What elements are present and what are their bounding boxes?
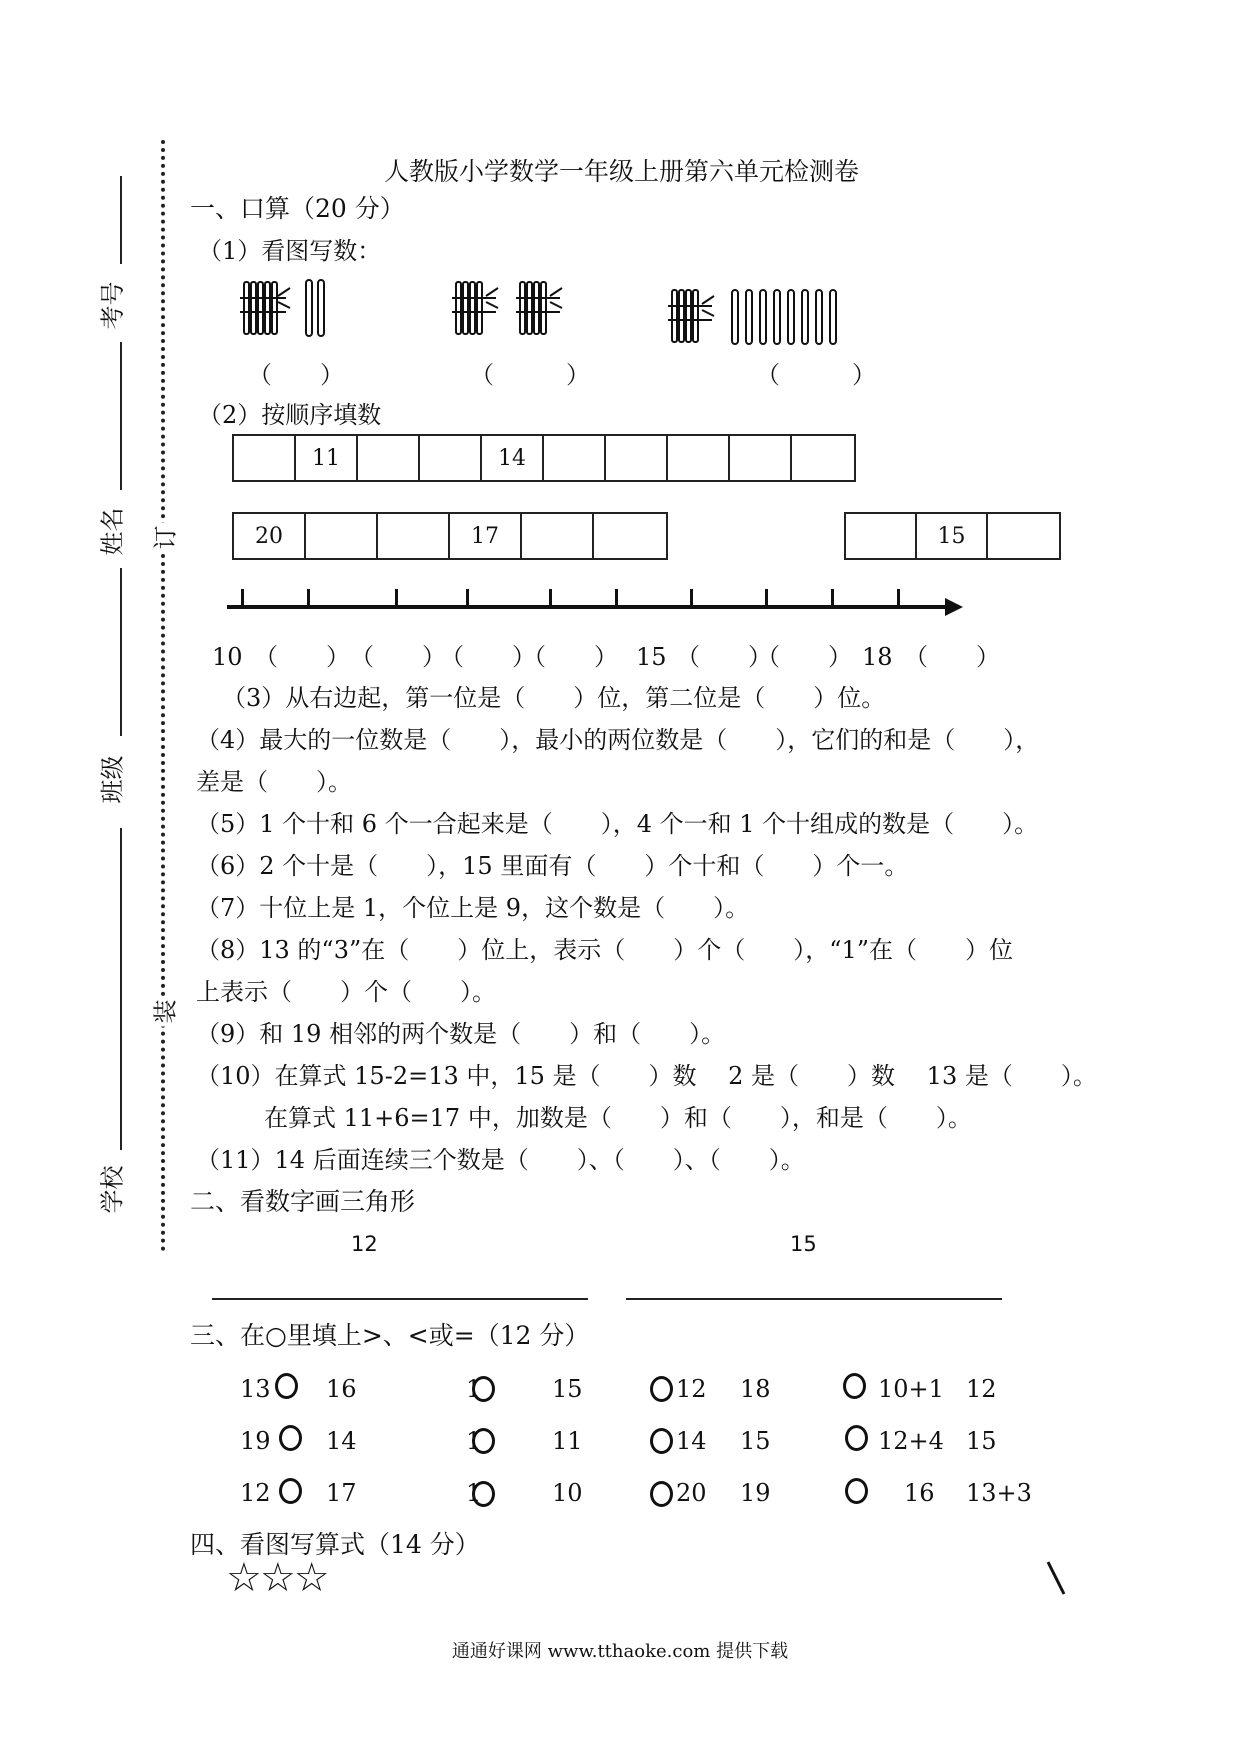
nl-label: 15 [636,643,667,671]
section-4-heading: 四、看图写算式（14 分） [190,1530,480,1559]
compare-circle[interactable] [472,1376,495,1402]
seq1-cell[interactable] [544,436,606,480]
compare-circle[interactable] [279,1478,302,1504]
seq1-cell[interactable] [668,436,730,480]
q10-text-cont: 在算式 11+6=17 中，加数是（ ）和（ ），和是（ ）。 [264,1104,972,1132]
compare-right: 15 [740,1427,771,1455]
compare-left: 16 [904,1479,935,1507]
q5-text: （5）1 个十和 6 个一合起来是（ ），4 个一和 1 个十组成的数是（ ）。 [196,810,1039,838]
seq2a-cell[interactable] [522,514,594,558]
class-label: 班级 [98,755,127,804]
q8-text: （8）13 的“3”在（ ）位上，表示（ ）个（ ），“1”在（ ）位 [196,936,1014,964]
nl-label: 18 [862,643,893,671]
q1-blank-1[interactable]: （ ） [248,361,344,389]
compare-left: 12+4 [878,1427,944,1455]
compare-circle[interactable] [472,1428,495,1454]
seq2a-cell: 20 [234,514,306,558]
section-3-heading: 三、在○里填上>、<或=（12 分） [190,1321,590,1350]
star-icons: ☆☆☆ [226,1555,328,1601]
class-line [120,568,122,736]
compare-left: 1 [466,1427,482,1455]
compare-right: 18 [740,1375,771,1403]
number-line-tick [615,589,618,607]
binding-dotted-line [161,140,165,1252]
seq2b-cell: 15 [917,514,988,558]
nl-blank[interactable]: （ ） [676,643,772,671]
stick-bundles-image [240,276,840,348]
compare-left: 13 [240,1375,271,1403]
exam-number-label: 考号 [98,281,127,330]
compare-left: 1 [466,1375,482,1403]
seq1-cell[interactable] [792,436,854,480]
bundle-group-2 [452,282,562,334]
seq2a-cell: 17 [450,514,522,558]
nl-blank[interactable]: （ ） [904,643,1000,671]
compare-left: 12 [240,1479,271,1507]
compare-circle[interactable] [279,1425,302,1451]
page-title: 人教版小学数学一年级上册第六单元检测卷 [384,157,860,186]
name-line [120,342,122,490]
name-label: 姓名 [98,507,127,556]
q11-text: （11）14 后面连续三个数是（ ）、（ ）、（ ）。 [196,1146,805,1174]
q7-text: （7）十位上是 1，个位上是 9，这个数是（ ）。 [196,894,750,922]
seq2a-cell[interactable] [378,514,450,558]
nl-blank[interactable]: （ ） [440,643,536,671]
bind-char-ding: 订 [146,523,181,553]
compare-circle[interactable] [650,1481,673,1507]
school-label: 学校 [98,1165,127,1214]
nl-label: 10 [212,643,243,671]
compare-left: 1 [466,1479,482,1507]
q3-text: （3）从右边起，第一位是（ ）位，第二位是（ ）位。 [222,684,886,712]
compare-right: 12 [966,1375,997,1403]
compare-circle[interactable] [843,1373,866,1399]
compare-right: 17 [326,1479,357,1507]
compare-right: 15 [966,1427,997,1455]
number-line-tick [241,589,244,607]
q4-text: （4）最大的一位数是（ ），最小的两位数是（ ），它们的和是（ ）， [196,726,1040,754]
number-line-tick [395,589,398,607]
seq1-cell[interactable] [234,436,296,480]
section-2-heading: 二、看数字画三角形 [190,1187,416,1216]
q6-text: （6）2 个十是（ ），15 里面有（ ）个十和（ ）个一。 [196,852,909,880]
compare-right: 16 [326,1375,357,1403]
compare-circle[interactable] [650,1428,673,1454]
compare-circle[interactable] [845,1425,868,1451]
compare-right: 10 [552,1479,583,1507]
compare-left: 20 [676,1479,707,1507]
seq1-cell: 14 [482,436,544,480]
sequence-row-2a [232,512,668,560]
footer-credit: 通通好课网 www.tthaoke.com 提供下载 [451,1641,789,1662]
seq2b-cell[interactable] [988,514,1059,558]
q10-text: （10）在算式 15-2=13 中，15 是（ ）数 2 是（ ）数 13 是（ ）。 [196,1062,1097,1090]
compare-left: 19 [240,1427,271,1455]
nl-blank[interactable]: （ ） [522,643,618,671]
seq2a-cell[interactable] [306,514,378,558]
number-line-tick [765,589,768,607]
q8-text-cont: 上表示（ ）个（ ）。 [196,978,496,1006]
draw-triangle-line[interactable] [626,1298,1002,1300]
compare-right: 13+3 [966,1479,1032,1507]
nl-blank[interactable]: （ ） [756,643,852,671]
compare-right: 11 [552,1427,583,1455]
seq2b-cell[interactable] [846,514,917,558]
nl-blank[interactable]: （ ） [254,643,350,671]
compare-circle[interactable] [275,1373,298,1399]
q1-label: （1）看图写数： [198,237,382,265]
compare-circle[interactable] [650,1376,673,1402]
sequence-row-2b [844,512,1061,560]
number-line-arrow-icon [945,598,963,616]
number-line-tick [831,589,834,607]
q1-blank-3[interactable]: （ ） [756,361,876,389]
exam-number-line [120,176,122,264]
compare-right: 19 [740,1479,771,1507]
seq1-cell: 11 [296,436,358,480]
bind-char-zhuang: 装 [146,997,181,1027]
number-line [227,605,949,609]
compare-right: 15 [552,1375,583,1403]
compare-right: 14 [326,1427,357,1455]
q1-blank-2[interactable]: （ ） [470,361,590,389]
q4-text-cont: 差是（ ）。 [196,768,352,796]
q2-label: （2）按顺序填数 [198,401,382,429]
school-line [120,828,122,1150]
triangle-number: 12 [351,1232,378,1256]
slash-mark [1046,1560,1066,1596]
seq1-cell[interactable] [420,436,482,480]
number-line-tick [690,589,693,607]
number-line-tick [549,589,552,607]
sequence-row-1 [232,434,856,482]
compare-circle[interactable] [472,1481,495,1507]
nl-blank[interactable]: （ ） [350,643,446,671]
number-line-tick [307,589,310,607]
compare-left: 14 [676,1427,707,1455]
triangle-number: 15 [790,1232,817,1256]
number-line-tick [466,589,469,607]
section-1-heading: 一、口算（20 分） [190,194,405,223]
seq1-cell[interactable] [606,436,668,480]
draw-triangle-line[interactable] [212,1298,588,1300]
compare-left: 10+1 [878,1375,944,1403]
compare-circle[interactable] [845,1478,868,1504]
seq1-cell[interactable] [730,436,792,480]
number-line-tick [897,589,900,607]
bundle-group-1 [240,280,324,336]
q9-text: （9）和 19 相邻的两个数是（ ）和（ ）。 [196,1020,726,1048]
seq2a-cell[interactable] [594,514,666,558]
bundle-group-3 [668,290,836,344]
compare-left: 12 [676,1375,707,1403]
seq1-cell[interactable] [358,436,420,480]
